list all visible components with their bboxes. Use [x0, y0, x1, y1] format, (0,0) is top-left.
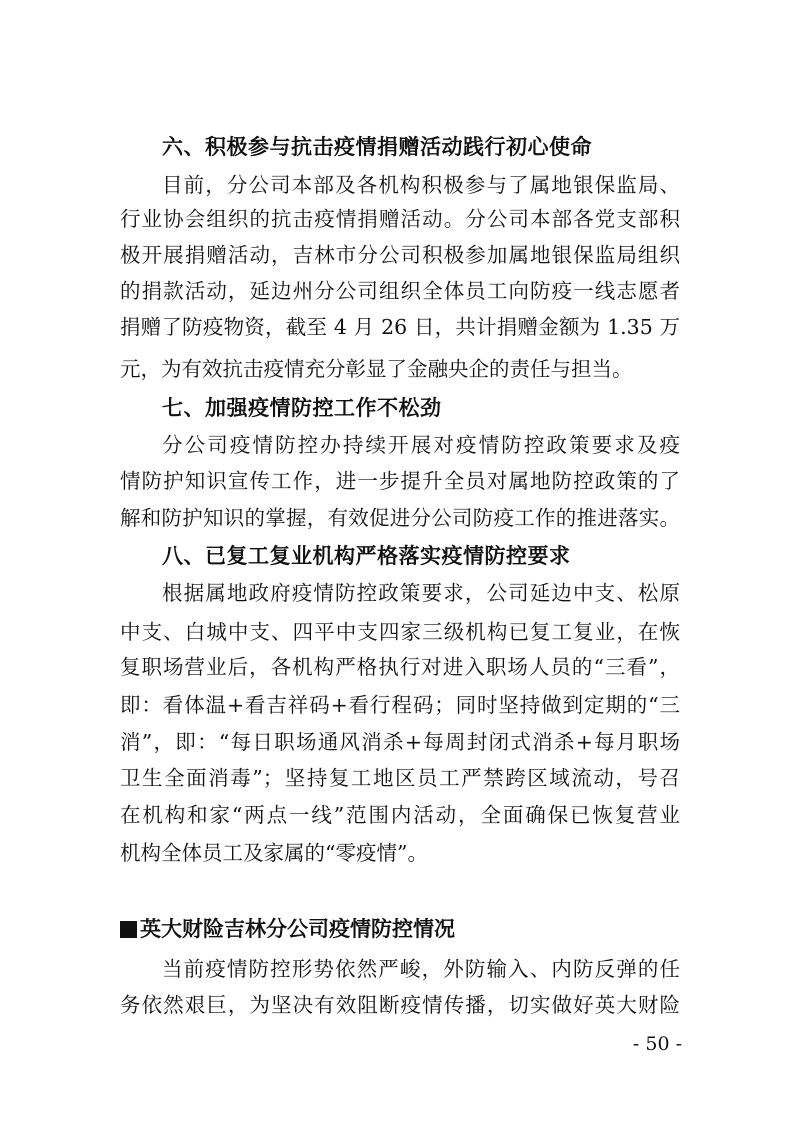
section-title — [120, 912, 455, 946]
section-8-heading: 八、已复工复业机构严格落实疫情防控要求 — [162, 544, 571, 568]
paragraph-line: 的捐款活动，延边州分公司组织全体员工向防疫一线志愿者 — [120, 279, 680, 303]
paragraph-line: 目前，分公司本部及各机构积极参与了属地银保监局、 — [162, 173, 680, 197]
paragraph-line: 根据属地政府疫情防控政策要求，公司延边中支、松原 — [162, 581, 680, 605]
paragraph-line: 复职场营业后，各机构严格执行对进入职场人员的“三看”， — [120, 655, 680, 679]
paragraph-line: 解和防护知识的掌握，有效促进分公司防疫工作的推进落实。 — [120, 506, 680, 530]
section-title-text: 英大财险吉林分公司疫情防控情况 — [140, 917, 455, 941]
section-6-heading: 六、积极参与抗击疫情捐赠活动践行初心使命 — [162, 135, 592, 159]
paragraph-line: 卫生全面消毒”；坚持复工地区员工严禁跨区域流动，号召 — [120, 766, 680, 790]
paragraph-line: 当前疫情防控形势依然严峻，外防输入、内防反弹的任 — [162, 957, 680, 981]
paragraph-line: 机构全体员工及家属的“零疫情”。 — [120, 841, 428, 865]
black-square-icon — [120, 921, 137, 938]
paragraph-line: 极开展捐赠活动，吉林市分公司积极参加属地银保监局组织 — [120, 243, 680, 267]
paragraph-line: 行业协会组织的抗击疫情捐赠活动。分公司本部各党支部积 — [120, 207, 680, 231]
paragraph-line: 消”，即：“每日职场通风消杀+每周封闭式消杀+每月职场 — [120, 730, 680, 754]
section-7-heading: 七、加强疫情防控工作不松劲 — [162, 396, 442, 420]
paragraph-line: 捐赠了防疫物资，截至 4 月 26 日，共计捐赠金额为 1.35 万 — [120, 315, 680, 339]
page-number: - 50 - — [632, 1033, 682, 1055]
paragraph-line: 即：看体温+看吉祥码+看行程码；同时坚持做到定期的“三 — [120, 693, 680, 717]
paragraph-line: 情防护知识宣传工作，进一步提升全员对属地防控政策的了 — [120, 469, 680, 493]
paragraph-line: 元，为有效抗击疫情充分彰显了金融央企的责任与担当。 — [120, 357, 633, 381]
paragraph-line: 中支、白城中支、四平中支四家三级机构已复工复业，在恢 — [120, 620, 680, 644]
paragraph-line: 务依然艰巨，为坚决有效阻断疫情传播，切实做好英大财险 — [120, 993, 680, 1017]
paragraph-line: 分公司疫情防控办持续开展对疫情防控政策要求及疫 — [162, 433, 680, 457]
paragraph-line: 在机构和家“两点一线”范围内活动，全面确保已恢复营业 — [120, 803, 680, 827]
